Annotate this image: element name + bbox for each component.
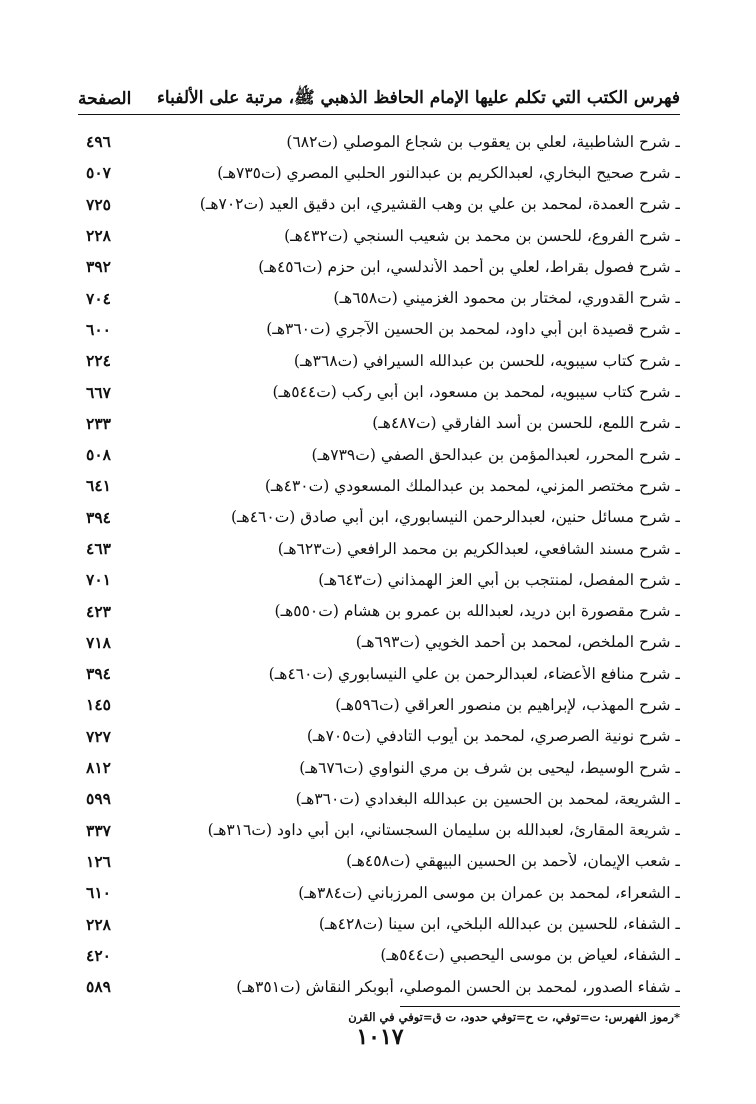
index-entry [78,877,680,908]
entry-title: ـ شفاء الصدور، لمحمد بن الحسن الموصلي، أبوبكر النقاش (ت٣٥١هـ) [236,977,680,996]
entry-title: ـ الشريعة، لمحمد بن الحسين بن عبدالله البغدادي (ت٣٦٠هـ) [295,789,680,808]
entry-page-number: ٤٩٦ [86,132,111,152]
entry-title: ـ شرح كتاب سيبويه، للحسن بن عبدالله السيرافي (ت٣٦٨هـ) [293,351,680,370]
entry-page-number: ٢٢٨ [86,914,111,934]
entry-page-number: ١٢٦ [86,851,111,871]
index-entries [78,126,680,1002]
index-entry [78,689,680,720]
index-entry [78,564,680,595]
entry-page-number: ٧٠١ [86,570,111,590]
entry-page-number: ٨١٢ [86,758,111,778]
entry-title: ـ الشفاء، للحسين بن عبدالله البلخي، ابن سينا (ت٤٢٨هـ) [318,915,680,934]
index-entry [78,502,680,533]
entry-page-number: ٣٩٢ [86,257,111,277]
index-entry [78,595,680,626]
index-entry [78,783,680,814]
entry-page-number: ٤٢٠ [86,945,111,965]
index-entry [78,971,680,1002]
entry-page-number: ٦٦٧ [86,382,111,402]
entry-page-number: ٥٩٩ [86,789,111,809]
entry-title: ـ شرح مسائل حنين، لعبدالرحمن النيسابوري، ابن أبي صادق (ت٤٦٠هـ) [230,508,680,527]
index-entry [78,752,680,783]
entry-page-number: ١٤٥ [86,695,111,715]
entry-title: ـ شرح منافع الأعضاء، لعبدالرحمن بن علي النيسابوري (ت٤٦٠هـ) [268,664,680,683]
entry-title: ـ شرح مسند الشافعي، لعبدالكريم بن محمد الرافعي (ت٦٢٣هـ) [277,539,680,558]
entry-title: ـ شرح قصيدة ابن أبي داود، لمحمد بن الحسين الآجري (ت٣٦٠هـ) [266,320,680,339]
index-entry [78,126,680,157]
entry-page-number: ٥٠٨ [86,445,111,465]
index-entry [78,376,680,407]
entry-title: ـ شرح الملخص، لمحمد بن أحمد الخويي (ت٦٩٣هـ) [355,633,680,652]
index-entry [78,189,680,220]
entry-page-number: ٣٩٤ [86,507,111,527]
footnote-rule [400,1006,680,1007]
entry-page-number: ٤٦٣ [86,539,111,558]
index-entry [78,721,680,752]
entry-title: ـ شرح مختصر المزني، لمحمد بن عبدالملك المسعودي (ت٤٣٠هـ) [264,476,680,495]
index-entry [78,815,680,846]
page-header [78,84,680,115]
entry-page-number: ٧١٨ [86,632,111,652]
entry-page-number: ٥٠٧ [86,163,111,183]
index-entry [78,157,680,188]
page-number: ١٠١٧ [356,1024,404,1050]
entry-title: ـ شرح مقصورة ابن دريد، لعبدالله بن عمرو بن هشام (ت٥٥٠هـ) [274,602,680,621]
index-entry [78,314,680,345]
entry-page-number: ٢٢٨ [86,226,111,246]
entry-title: ـ شرح المحرر، لعبدالمؤمن بن عبدالحق الصفي (ت٧٣٩هـ) [311,445,680,464]
index-entry [78,470,680,501]
index-entry [78,220,680,251]
index-entry [78,533,680,564]
entry-page-number: ٧٢٧ [86,726,111,746]
entry-title: ـ شرح الوسيط، ليحيى بن شرف بن مري النواوي (ت٦٧٦هـ) [299,758,680,777]
entry-page-number: ٦١٠ [86,883,111,903]
entry-page-number: ٦٠٠ [86,319,111,339]
entry-title: ـ الشفاء، لعياض بن موسى اليحصبي (ت٥٤٤هـ) [380,946,680,965]
entry-title: ـ شرح العمدة، لمحمد بن علي بن وهب القشيري، ابن دقيق العيد (ت٧٠٢هـ) [199,195,680,214]
index-entry [78,627,680,658]
entry-title: ـ شريعة المقارئ، لعبدالله بن سليمان السجستاني، ابن أبي داود (ت٣١٦هـ) [207,821,680,840]
index-entry [78,345,680,376]
index-entry [78,439,680,470]
entry-page-number: ٧٢٥ [86,194,111,214]
entry-title: ـ شرح فصول بقراط، لعلي بن أحمد الأندلسي، ابن حزم (ت٤٥٦هـ) [258,257,680,276]
entry-title: ـ شرح كتاب سيبويه، لمحمد بن مسعود، ابن أبي ركب (ت٥٤٤هـ) [272,383,680,402]
index-entry [78,408,680,439]
entry-title: ـ شرح اللمع، للحسن بن أسد الفارقي (ت٤٨٧هـ) [372,414,680,433]
entry-page-number: ٦٤١ [86,476,111,496]
index-entry [78,846,680,877]
entry-title: ـ شرح الشاطبية، لعلي بن يعقوب بن شجاع الموصلي (ت٦٨٢) [286,132,680,151]
entry-page-number: ٥٨٩ [86,977,111,997]
entry-title: ـ شعب الإيمان، لأحمد بن الحسين البيهقي (ت٤٥٨هـ) [346,852,680,871]
footnote: *رموز الفهرس: ت=توفي، ت ح=توفي حدود، ت ق=توفي في القرن [348,1010,680,1024]
entry-title: ـ شرح صحيح البخاري، لعبدالكريم بن عبدالنور الحلبي المصري (ت٧٣٥هـ) [217,163,680,182]
entry-title: ـ شرح نونية الصرصري، لمحمد بن أيوب التادفي (ت٧٠٥هـ) [306,727,680,746]
entry-page-number: ٢٣٣ [86,413,111,433]
entry-title: ـ شرح المهذب، لإبراهيم بن منصور العراقي (ت٥٩٦هـ) [335,695,680,714]
entry-page-number: ٤٢٣ [86,601,111,621]
header-title: فهرس الكتب التي تكلم عليها الإمام الحافظ الذهبي ﷺ، مرتبة على الألفباء [156,87,680,108]
entry-title: ـ الشعراء، لمحمد بن عمران بن موسى المرزباني (ت٣٨٤هـ) [298,883,680,902]
entry-title: ـ شرح القدوري، لمختار بن محمود الغزميني (ت٦٥٨هـ) [333,289,680,308]
entry-page-number: ٣٩٤ [86,664,111,684]
entry-page-number: ٣٣٧ [86,820,111,840]
index-entry [78,282,680,313]
entry-title: ـ شرح الفروع، للحسن بن محمد بن شعيب السنجي (ت٤٣٢هـ) [284,226,680,245]
page-column-heading: الصفحة [78,89,132,109]
index-entry [78,251,680,282]
index-entry [78,658,680,689]
entry-title: ـ شرح المفصل، لمنتجب بن أبي العز الهمذاني (ت٦٤٣هـ) [318,570,680,589]
entry-page-number: ٧٠٤ [86,288,111,308]
entry-page-number: ٢٢٤ [86,351,111,371]
index-entry [78,940,680,971]
index-entry [78,908,680,939]
